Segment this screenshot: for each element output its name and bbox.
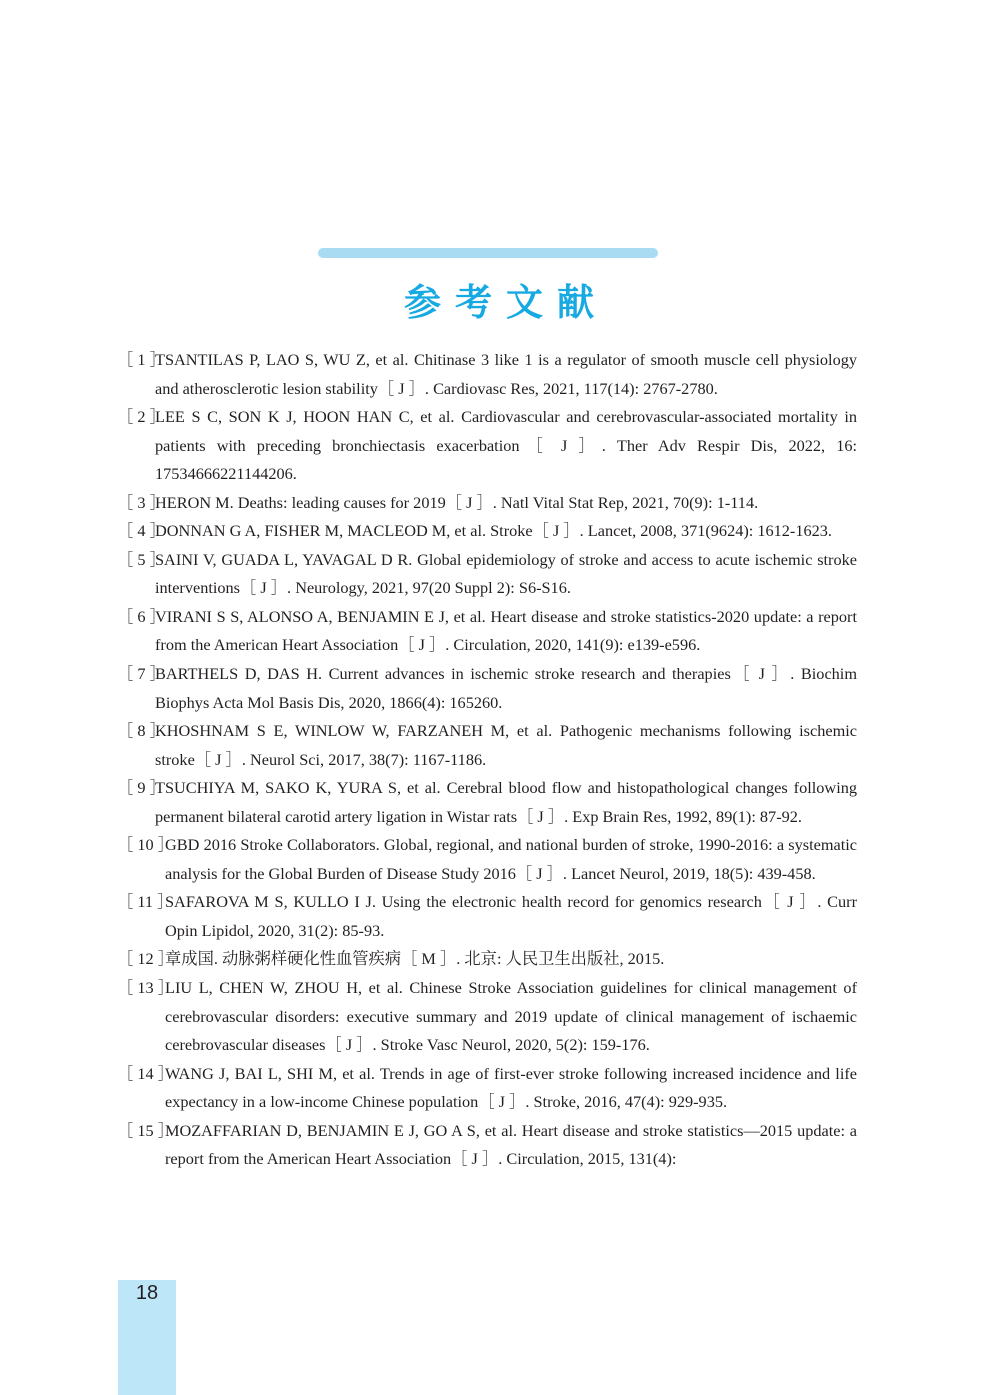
reference-number: ［ 12 ］ xyxy=(117,949,174,969)
reference-number: ［ 14 ］ xyxy=(117,1063,174,1083)
reference-item-2 xyxy=(117,403,857,489)
reference-text: GBD 2016 Stroke Collaborators. Global, regional, and national burden of stroke, 1990-2016: a systematic analysis for the Global Burden of Disease Study 2016［ J ］. Lancet Neurol, 2019, 18(5): 439-458. xyxy=(165,835,857,883)
reference-text: VIRANI S S, ALONSO A, BENJAMIN E J, et al. Heart disease and stroke statistics-2020 update: a report from the American Heart Association［ J ］. Circulation, 2020, 141(9): e139-e596. xyxy=(155,606,857,655)
reference-item-10 xyxy=(117,831,857,888)
reference-text: MOZAFFARIAN D, BENJAMIN E J, GO A S, et al. Heart disease and stroke statistics—2015 update: a report from the American Heart Association［ J ］. Circulation, 2015, 131(4): xyxy=(165,1120,857,1169)
reference-item-14 xyxy=(117,1060,857,1117)
reference-text: TSUCHIYA M, SAKO K, YURA S, et al. Cerebral blood flow and histopathological changes following permanent bilateral carotid artery ligation in Wistar rats［ J ］. Exp Brain Res, 1992, 89(1): 87-92. xyxy=(155,778,857,826)
reference-number: ［ 6 ］ xyxy=(117,606,166,626)
reference-item-1 xyxy=(117,346,857,403)
reference-number: ［ 7 ］ xyxy=(117,664,166,684)
reference-number: ［ 1 ］ xyxy=(117,350,166,369)
reference-text: SAINI V, GUADA L, YAVAGAL D R. Global epidemiology of stroke and access to acute ischemic stroke interventions［ J ］. Neurology, 2021, 97(20 Suppl 2): S6-S16. xyxy=(155,549,857,598)
reference-text: KHOSHNAM S E, WINLOW W, FARZANEH M, et al. Pathogenic mechanisms following ischemic stroke［ J ］. Neurol Sci, 2017, 38(7): 1167-1186. xyxy=(155,721,857,769)
reference-text: BARTHELS D, DAS H. Current advances in ischemic stroke research and therapies［ J ］. Biochim Biophys Acta Mol Basis Dis, 2020, 1866(4): 165260. xyxy=(155,664,857,712)
reference-item-11 xyxy=(117,888,857,945)
page-number: 18 xyxy=(135,1282,159,1304)
title-decoration-bar xyxy=(318,248,658,258)
reference-item-9 xyxy=(117,774,857,831)
reference-number: ［ 2 ］ xyxy=(117,407,166,427)
reference-text: HERON M. Deaths: leading causes for 2019［ J ］. Natl Vital Stat Rep, 2021, 70(9): 1-114. xyxy=(155,492,759,512)
reference-item-7 xyxy=(117,660,857,717)
reference-item-12 xyxy=(117,945,857,974)
reference-text: DONNAN G A, FISHER M, MACLEOD M, et al. Stroke［ J ］. Lancet, 2008, 371(9624): 1612-1623. xyxy=(155,521,832,541)
reference-text: LIU L, CHEN W, ZHOU H, et al. Chinese Stroke Association guidelines for clinical management of cerebrovascular disorders: executive summary and 2019 update of clinical management of ischaemic cerebrovascular diseases［ J ］. Stroke Vasc Neurol, 2020, 5(2): 159-176. xyxy=(165,978,857,1055)
reference-list xyxy=(117,346,857,1174)
reference-item-6 xyxy=(117,603,857,660)
reference-item-4 xyxy=(117,517,857,546)
reference-number: ［ 4 ］ xyxy=(117,521,166,541)
reference-text: LEE S C, SON K J, HOON HAN C, et al. Cardiovascular and cerebrovascular-associated mortality in patients with preceding bronchiectasis exacerbation［ J ］. Ther Adv Respir Dis, 2022, 16: 17534666221144206. xyxy=(155,407,857,484)
reference-number: ［ 15 ］ xyxy=(117,1120,174,1140)
reference-item-5 xyxy=(117,546,857,603)
reference-number: ［ 8 ］ xyxy=(117,721,166,741)
reference-number: ［ 11 ］ xyxy=(117,892,174,912)
reference-number: ［ 3 ］ xyxy=(117,492,166,512)
reference-number: ［ 13 ］ xyxy=(117,978,174,998)
reference-number: ［ 10 ］ xyxy=(117,835,174,855)
reference-text: TSANTILAS P, LAO S, WU Z, et al. Chitinase 3 like 1 is a regulator of smooth muscle cell physiology and atherosclerotic lesion stability［ J ］. Cardiovasc Res, 2021, 117(14): 2767-2780. xyxy=(155,350,857,398)
page-title: 参考文献 xyxy=(404,281,608,324)
page-number-tab xyxy=(118,1280,176,1395)
reference-item-8 xyxy=(117,717,857,774)
reference-item-13 xyxy=(117,974,857,1060)
reference-text: WANG J, BAI L, SHI M, et al. Trends in age of first-ever stroke following increased incidence and life expectancy in a low-income Chinese population［ J ］. Stroke, 2016, 47(4): 929-935. xyxy=(165,1063,857,1112)
reference-text: SAFAROVA M S, KULLO I J. Using the electronic health record for genomics research［ J ］. Curr Opin Lipidol, 2020, 31(2): 85-93. xyxy=(165,892,857,940)
reference-item-3 xyxy=(117,489,857,518)
reference-text: 章成国. 动脉粥样硬化性血管疾病［ M ］. 北京: 人民卫生出版社, 2015. xyxy=(165,949,665,969)
reference-number: ［ 9 ］ xyxy=(117,778,166,798)
reference-item-15 xyxy=(117,1117,857,1174)
reference-number: ［ 5 ］ xyxy=(117,549,166,569)
